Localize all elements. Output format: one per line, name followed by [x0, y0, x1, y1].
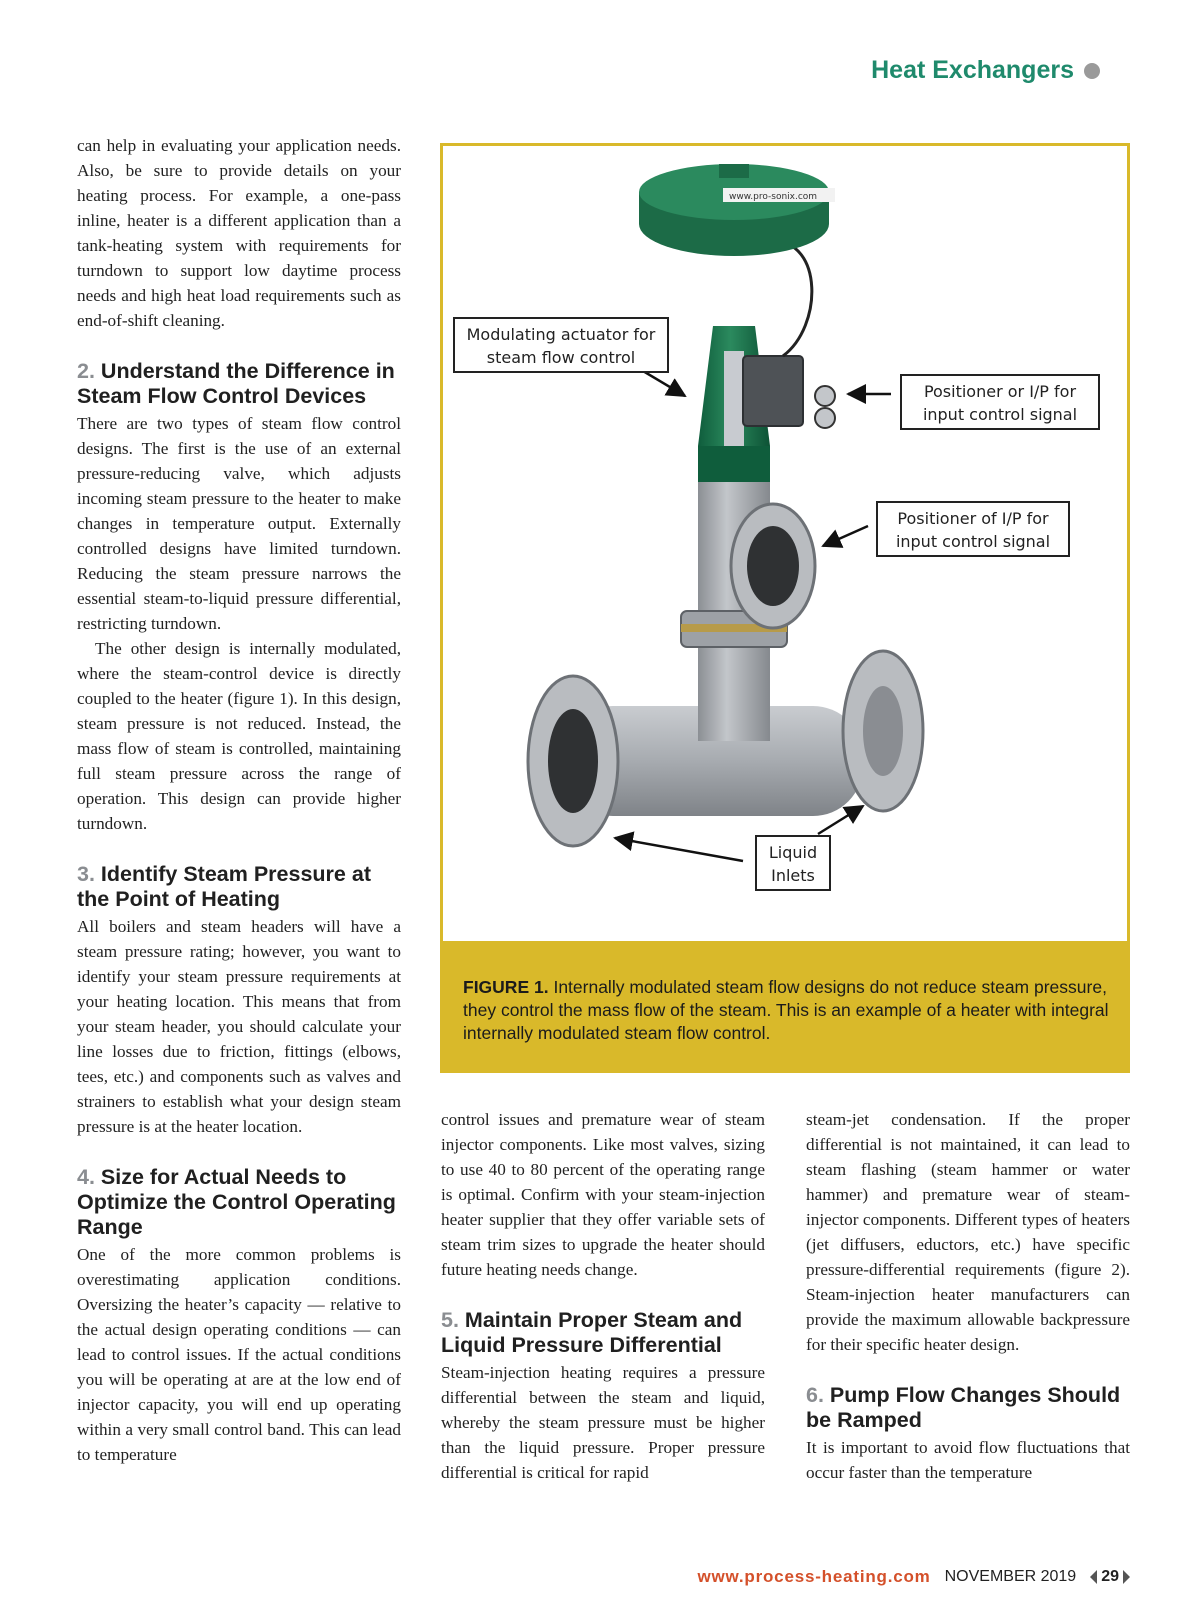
caption-text: Internally modulated steam flow designs do not reduce steam pressure, they control the mass flow of the steam. This is an example of a heater with integral internally modulated steam flow control. [463, 977, 1109, 1043]
text-column-3 [806, 1107, 1130, 1485]
section-4-paragraph: One of the more common problems is overestimating application conditions. Oversizing the heater’s capacity — relative to the actual design operating conditions — can lead to control issues. If the actual conditions you will be operating at are at the low end of injector capacity, you will end up operating within a very small control band. This can lead to temperature [77, 1245, 401, 1464]
section-3-paragraph: All boilers and steam headers will have a steam pressure rating; however, you want to identify your steam pressure requirements at your heating location. This means that from your steam header, you should calculate your line losses due to friction, fittings (elbows, tees, etc.) and components such as valves and strainers to establish what your design steam pressure is at the heater location. [77, 917, 401, 1136]
page-number: 29 [1090, 1568, 1130, 1586]
text-column-2 [441, 1107, 765, 1485]
valve-stem [724, 351, 744, 446]
arrow-actuator [643, 371, 685, 396]
gauge-top [815, 386, 835, 406]
triangle-right-icon [1123, 1570, 1130, 1584]
arrow-positioner-2 [823, 526, 868, 546]
footer-url: www.process-heating.com [697, 1567, 931, 1586]
footer-date: NOVEMBER 2019 [944, 1568, 1077, 1585]
caption-label: FIGURE 1. [463, 977, 549, 997]
diaphragm-vent [719, 164, 749, 178]
callout-positioner-1: Positioner or I/P for input control signal [900, 374, 1100, 430]
callout-positioner-2: Positioner of I/P for input control signal [876, 501, 1070, 557]
section-5-heading: 5. Maintain Proper Steam and Liquid Pressure Differential [441, 1308, 743, 1357]
callout-liquid-inlets: Liquid Inlets [755, 835, 831, 891]
col2-paragraph: control issues and premature wear of steam injector components. Like most valves, sizing to use 40 to 80 percent of the operating range is optimal. Confirm with your steam-injection heater supplier that they offer variable sets of steam trim sizes to upgrade the heater should future heating needs change. [441, 1110, 765, 1279]
running-header [871, 56, 1100, 85]
text-column-1 [77, 133, 401, 1467]
section-2-heading: 2. Understand the Difference in Steam Flow Control Devices [77, 359, 395, 408]
section-4-heading: 4. Size for Actual Needs to Optimize the Control Operating Range [77, 1165, 396, 1239]
gauge-bottom [815, 408, 835, 428]
bullet-dot-icon [1084, 63, 1100, 79]
right-flange-face [863, 686, 903, 776]
triangle-left-icon [1090, 1570, 1097, 1584]
section-3-heading: 3. Identify Steam Pressure at the Point of Heating [77, 862, 371, 911]
section-2-paragraph-1: There are two types of steam flow control designs. The first is the use of an external pressure-reducing valve, which adjusts incoming steam pressure to the heater to make changes in temperature output. Externally controlled designs have limited turndown. Reducing the steam pressure narrows the essential steam-to-liquid pressure differential, restricting turndown. [77, 414, 401, 633]
side-outlet-bore [747, 526, 799, 606]
left-flange-bore [548, 709, 598, 813]
callout-actuator: Modulating actuator for steam flow control [453, 317, 669, 373]
yoke-base [698, 446, 770, 482]
page-footer [697, 1567, 1130, 1587]
col3-paragraph: steam-jet condensation. If the proper differential is not maintained, it can lead to steam flashing (steam hammer or water hammer) and premature wear of steam-injector components. Different types of heaters (jet diffusers, eductors, etc.) have specific pressure-differential requirements (figure 2). Steam-injection heater manufacturers can provide the maximum allowable backpressure for their specific heater design. [806, 1110, 1130, 1354]
section-6-heading: 6. Pump Flow Changes Should be Ramped [806, 1383, 1121, 1432]
section-6-paragraph: It is important to avoid flow fluctuations that occur faster than the temperature [806, 1438, 1130, 1482]
positioner-box [743, 356, 803, 426]
signal-cable [773, 241, 812, 356]
arrow-liquid-left [615, 838, 743, 861]
section-2-paragraph-2: The other design is internally modulated, where the steam-control device is directly coupled to the heater (figure 1). In this design, steam pressure is not reduced. Instead, the mass flow of steam is controlled, maintaining full steam pressure across the range of operation. This design can provide higher turndown. [77, 639, 401, 833]
figure-1 [440, 143, 1130, 1073]
intro-paragraph: can help in evaluating your application needs. Also, be sure to provide details on your heating process. For example, a one-pass inline, heater is a different application than a tank-heating system with requirements for turndown to support low daytime process needs and high heat load requirements such as end-of-shift cleaning. [77, 136, 401, 330]
figure-caption [443, 941, 1127, 1073]
nameplate-text: www.pro-sonix.com [729, 192, 818, 202]
section-title: Heat Exchangers [871, 56, 1074, 84]
section-5-paragraph: Steam-injection heating requires a pressure differential between the steam and liquid, whereby the steam pressure must be higher than the liquid pressure. Proper pressure differential is critical for rapid [441, 1363, 765, 1482]
